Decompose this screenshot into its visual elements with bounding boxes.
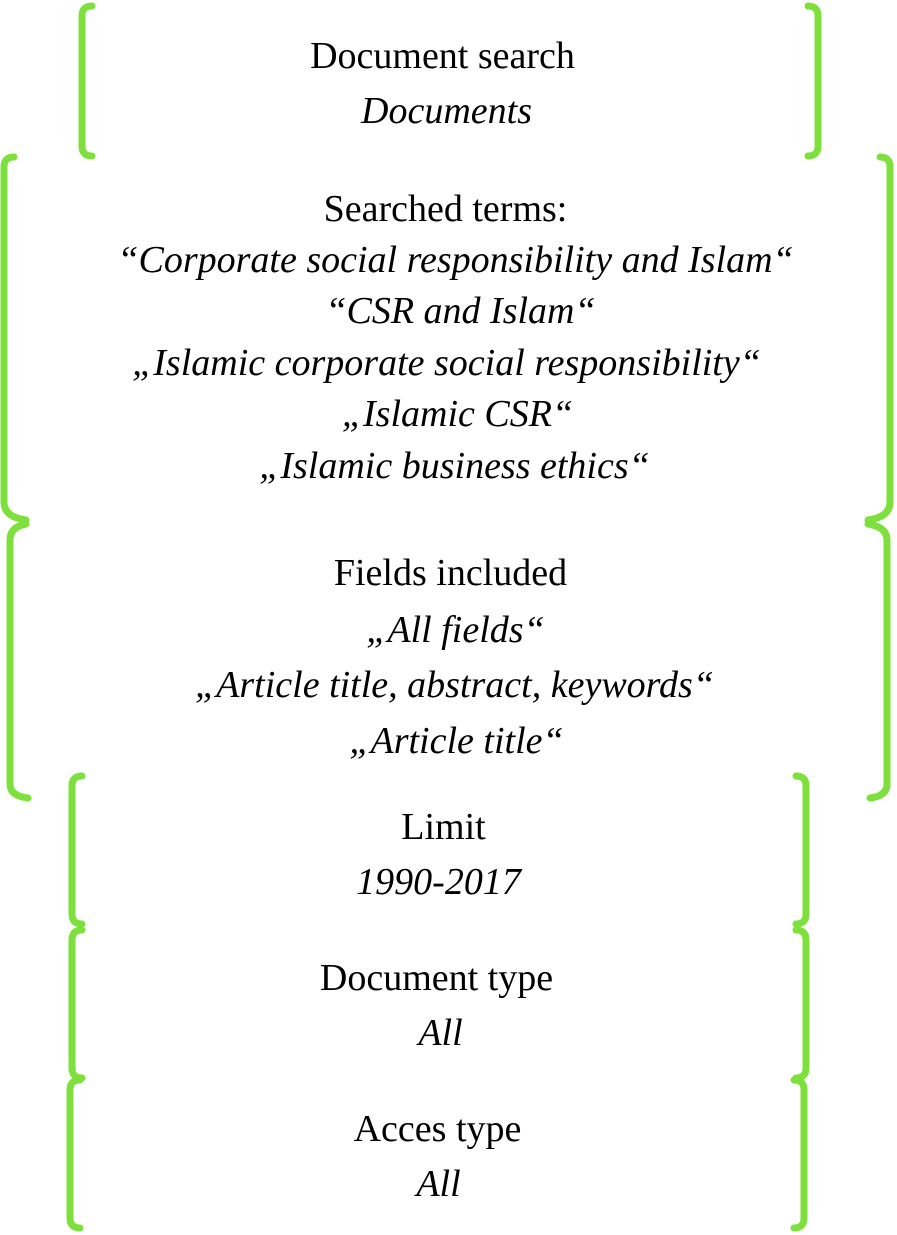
fields-included-heading: Fields included	[333, 552, 568, 594]
field-item: „All fields“	[366, 609, 545, 651]
searched-term-item: „Islamic business ethics“	[259, 445, 650, 487]
access-type-heading: Acces type	[353, 1108, 522, 1150]
limit-value: 1990-2017	[356, 861, 521, 903]
field-item: „Article title, abstract, keywords“	[195, 664, 714, 706]
document-type-value: All	[418, 1012, 463, 1054]
limit-heading: Limit	[401, 806, 486, 848]
searched-term-item: “Corporate social responsibility and Islam“	[117, 239, 794, 281]
document-type-heading: Document type	[319, 957, 554, 999]
field-item: „Article title“	[349, 720, 564, 762]
document-search-item: Documents	[361, 90, 532, 132]
searched-term-item: “CSR and Islam“	[325, 290, 596, 332]
document-search-heading: Document search	[310, 35, 575, 77]
searched-term-item: „Islamic corporate social responsibility“	[132, 342, 761, 384]
searched-term-item: „Islamic CSR“	[341, 393, 574, 435]
searched-terms-heading: Searched terms:	[323, 188, 568, 230]
access-type-value: All	[416, 1163, 461, 1205]
